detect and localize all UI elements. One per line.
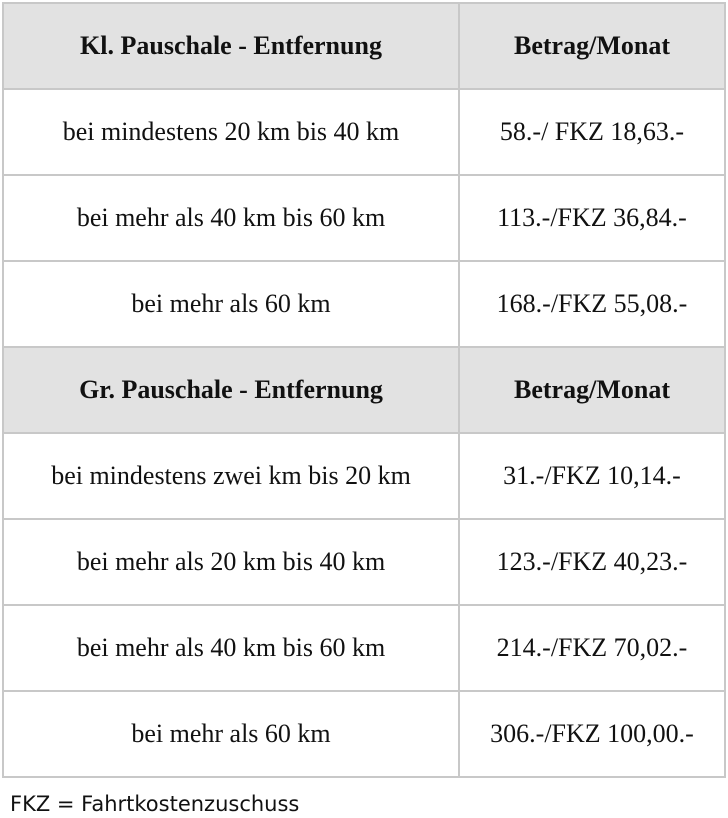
amount-cell: 214.-/FKZ 70,02.- xyxy=(459,605,725,691)
header-distance-cell: Gr. Pauschale - Entfernung xyxy=(3,347,459,433)
amount-cell: 31.-/FKZ 10,14.- xyxy=(459,433,725,519)
amount-cell: 123.-/FKZ 40,23.- xyxy=(459,519,725,605)
section-header-klein xyxy=(3,3,725,89)
pauschale-table-container xyxy=(2,2,724,778)
table-row xyxy=(3,175,725,261)
distance-cell: bei mehr als 40 km bis 60 km xyxy=(3,605,459,691)
header-amount-cell: Betrag/Monat xyxy=(459,3,725,89)
table-row xyxy=(3,691,725,777)
distance-cell: bei mehr als 60 km xyxy=(3,261,459,347)
table-row xyxy=(3,433,725,519)
table-row xyxy=(3,89,725,175)
distance-cell: bei mindestens 20 km bis 40 km xyxy=(3,89,459,175)
pauschale-table xyxy=(2,2,726,778)
distance-cell: bei mehr als 60 km xyxy=(3,691,459,777)
table-row xyxy=(3,605,725,691)
distance-cell: bei mehr als 20 km bis 40 km xyxy=(3,519,459,605)
header-distance-cell: Kl. Pauschale - Entfernung xyxy=(3,3,459,89)
amount-cell: 168.-/FKZ 55,08.- xyxy=(459,261,725,347)
table-row xyxy=(3,261,725,347)
amount-cell: 58.-/ FKZ 18,63.- xyxy=(459,89,725,175)
footnote: FKZ = Fahrtkostenzuschuss xyxy=(10,792,300,816)
distance-cell: bei mindestens zwei km bis 20 km xyxy=(3,433,459,519)
distance-cell: bei mehr als 40 km bis 60 km xyxy=(3,175,459,261)
amount-cell: 113.-/FKZ 36,84.- xyxy=(459,175,725,261)
amount-cell: 306.-/FKZ 100,00.- xyxy=(459,691,725,777)
table-row xyxy=(3,519,725,605)
section-header-gross xyxy=(3,347,725,433)
header-amount-cell: Betrag/Monat xyxy=(459,347,725,433)
